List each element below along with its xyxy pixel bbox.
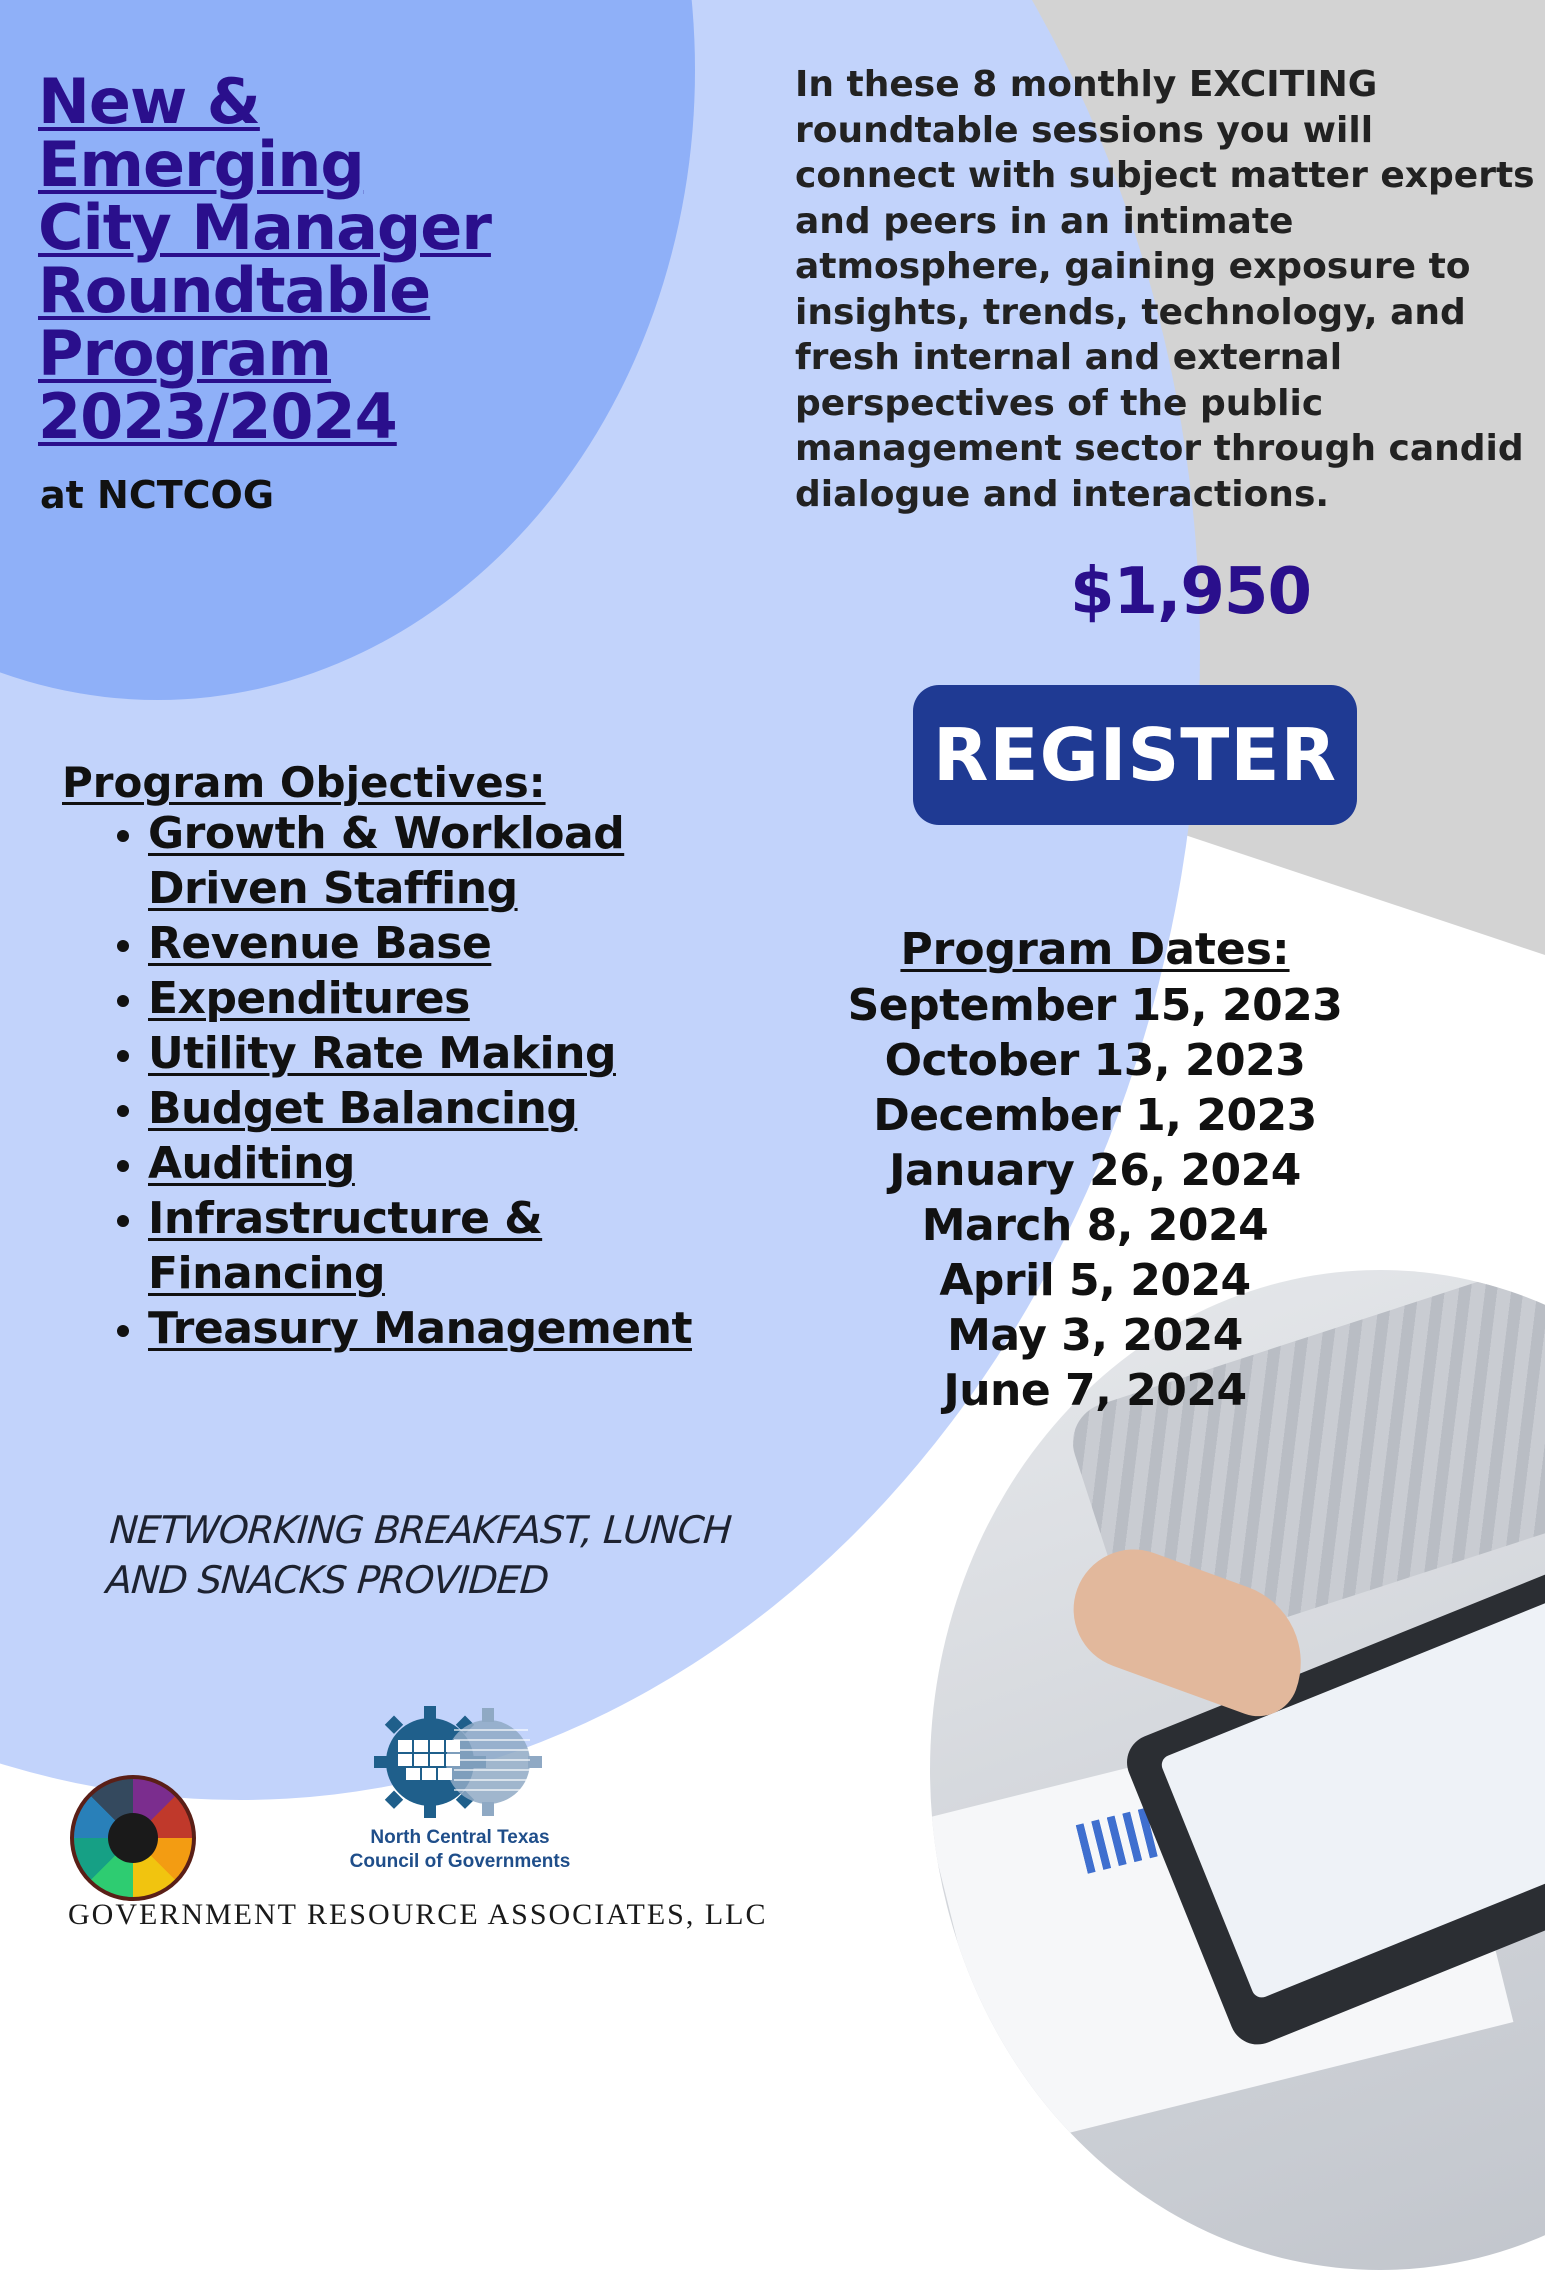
subtitle-location: at NCTCOG [40, 473, 275, 517]
register-button[interactable]: REGISTER [913, 685, 1357, 825]
objective-item: • Infrastructure & Financing [148, 1191, 768, 1301]
objective-item: • Auditing [148, 1136, 768, 1191]
nctcog-name [330, 1826, 590, 1874]
objective-item: • Treasury Management [148, 1301, 768, 1356]
title-line: Emerging [38, 128, 364, 201]
price: $1,950 [1070, 555, 1311, 629]
date-item: December 1, 2023 [873, 1090, 1317, 1141]
title-line: Program [38, 317, 332, 390]
program-title [38, 65, 598, 453]
gra-camera-shutter-logo [70, 1775, 196, 1901]
title-line: Roundtable [38, 254, 431, 327]
title-line: New & [38, 65, 260, 138]
nctcog-line: Council of Governments [349, 1851, 571, 1872]
nctcog-gear-map-logo [368, 1700, 558, 1830]
nctcog-line: North Central Texas [370, 1827, 550, 1848]
objective-item: • Growth & Workload Driven Staffing [148, 806, 768, 916]
objectives-list [96, 806, 768, 1356]
objective-item: • Budget Balancing [148, 1081, 768, 1136]
date-item: May 3, 2024 [947, 1310, 1243, 1361]
intro-paragraph: In these 8 monthly EXCITING roundtable sessions you will connect with subject matter experts and peers in an intimate atmosphere, gaining exposure to insights, trends, technology, and fresh internal and external perspectives of the public management sector through candid dialogue and interactions. [795, 64, 1535, 515]
date-item: October 13, 2023 [884, 1035, 1306, 1086]
dates-heading: Program Dates: [900, 924, 1290, 975]
meals-note [105, 1505, 752, 1605]
meals-line: NETWORKING BREAKFAST, LUNCH [108, 1508, 733, 1552]
title-line: 2023/2024 [38, 380, 397, 453]
objective-item: • Expenditures [148, 971, 768, 1026]
date-item: June 7, 2024 [943, 1365, 1247, 1416]
date-item: April 5, 2024 [939, 1255, 1251, 1306]
date-item: March 8, 2024 [921, 1200, 1269, 1251]
meals-line: AND SNACKS PROVIDED [104, 1558, 550, 1602]
date-item: January 26, 2024 [889, 1145, 1301, 1196]
program-dates [800, 922, 1390, 1418]
objectives-heading: Program Objectives: [62, 758, 546, 807]
objective-item: • Revenue Base [148, 916, 768, 971]
gra-company-name: GOVERNMENT RESOURCE ASSOCIATES, LLC [68, 1898, 768, 1931]
objective-item: • Utility Rate Making [148, 1026, 768, 1081]
title-line: City Manager [38, 191, 491, 264]
date-item: September 15, 2023 [847, 980, 1343, 1031]
